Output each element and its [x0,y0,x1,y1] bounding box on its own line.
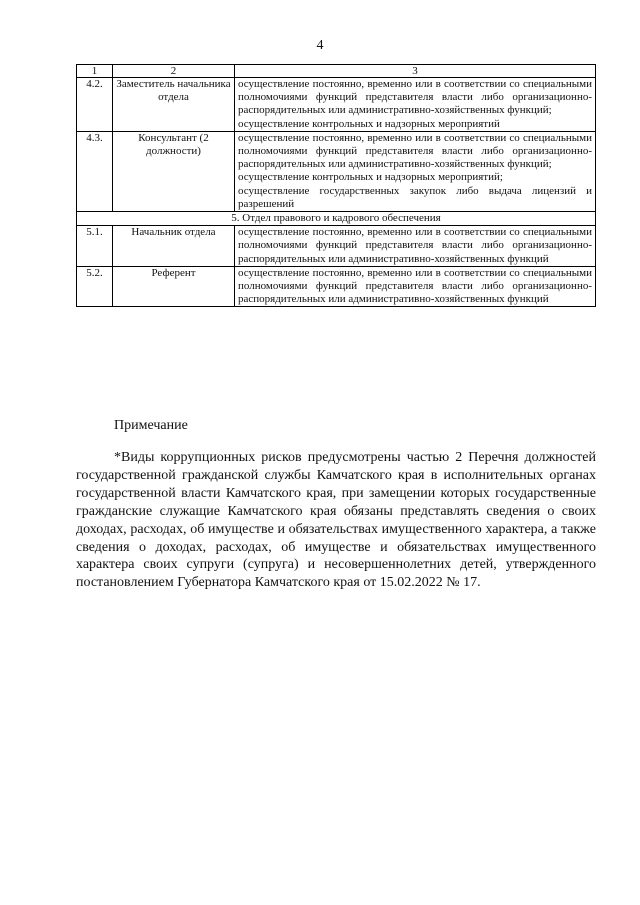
row-number: 5.2. [77,266,113,307]
header-col-3: 3 [235,65,596,78]
position-name: Заместитель начальника отдела [113,78,235,132]
header-col-2: 2 [113,65,235,78]
duty-item: осуществление постоянно, временно или в соответствии со специальными полномочиями функций представителя власти либо организационно-распорядительных или административно-хозяйственных функций; [238,78,592,117]
section-header-row [77,212,596,226]
table-row [77,226,596,267]
table-header-row [77,65,596,78]
table-row [77,131,596,211]
duty-item: осуществление государственных закупок либо выдача лицензий и разрешений [238,184,592,210]
note-title: Примечание [114,418,188,433]
duty-item: осуществление постоянно, временно или в соответствии со специальными полномочиями функций представителя власти либо организационно-распорядительных или административно-хозяйственных функций [238,226,592,265]
duties-cell [235,226,596,267]
section-title: 5. Отдел правового и кадрового обеспечения [77,212,596,226]
duties-cell [235,266,596,307]
duty-item: осуществление постоянно, временно или в соответствии со специальными полномочиями функций представителя власти либо организационно-распорядительных или административно-хозяйственных функций; [238,131,592,171]
duty-item: осуществление постоянно, временно или в соответствии со специальными полномочиями функций представителя власти либо организационно-распорядительных или административно-хозяйственных функций [238,266,592,306]
table-row [77,266,596,307]
duties-cell [235,131,596,211]
duty-item: осуществление контрольных и надзорных мероприятий [238,117,500,130]
row-number: 4.2. [77,78,113,132]
position-name: Начальник отдела [113,226,235,267]
row-number: 4.3. [77,131,113,211]
corruption-risk-table [76,64,596,307]
position-name: Консультант (2 должности) [113,131,235,211]
position-name: Референт [113,266,235,307]
duties-cell [235,78,596,132]
page-number: 4 [316,38,324,53]
note-text: *Виды коррупционных рисков предусмотрены частью 2 Перечня должностей государственной гражданской службы Камчатского края в исполнительных органах государственной власти Камчатского края, при замещении которых государственные гражданские служащие Камчатского края обязаны представлять сведения о своих доходах, расходах, об имуществе и обязательствах имущественного характера, а также сведения о доходах, расходах, об имуществе и обязательствах имущественного характера своих супруги (супруга) и несовершеннолетних детей, утвержденного постановлением Губернатора Камчатского края от 15.02.2022 № 17. [76,450,596,591]
row-number: 5.1. [77,226,113,267]
header-col-1: 1 [77,65,113,78]
table-row [77,78,596,132]
duty-item: осуществление контрольных и надзорных мероприятий; [238,171,503,184]
